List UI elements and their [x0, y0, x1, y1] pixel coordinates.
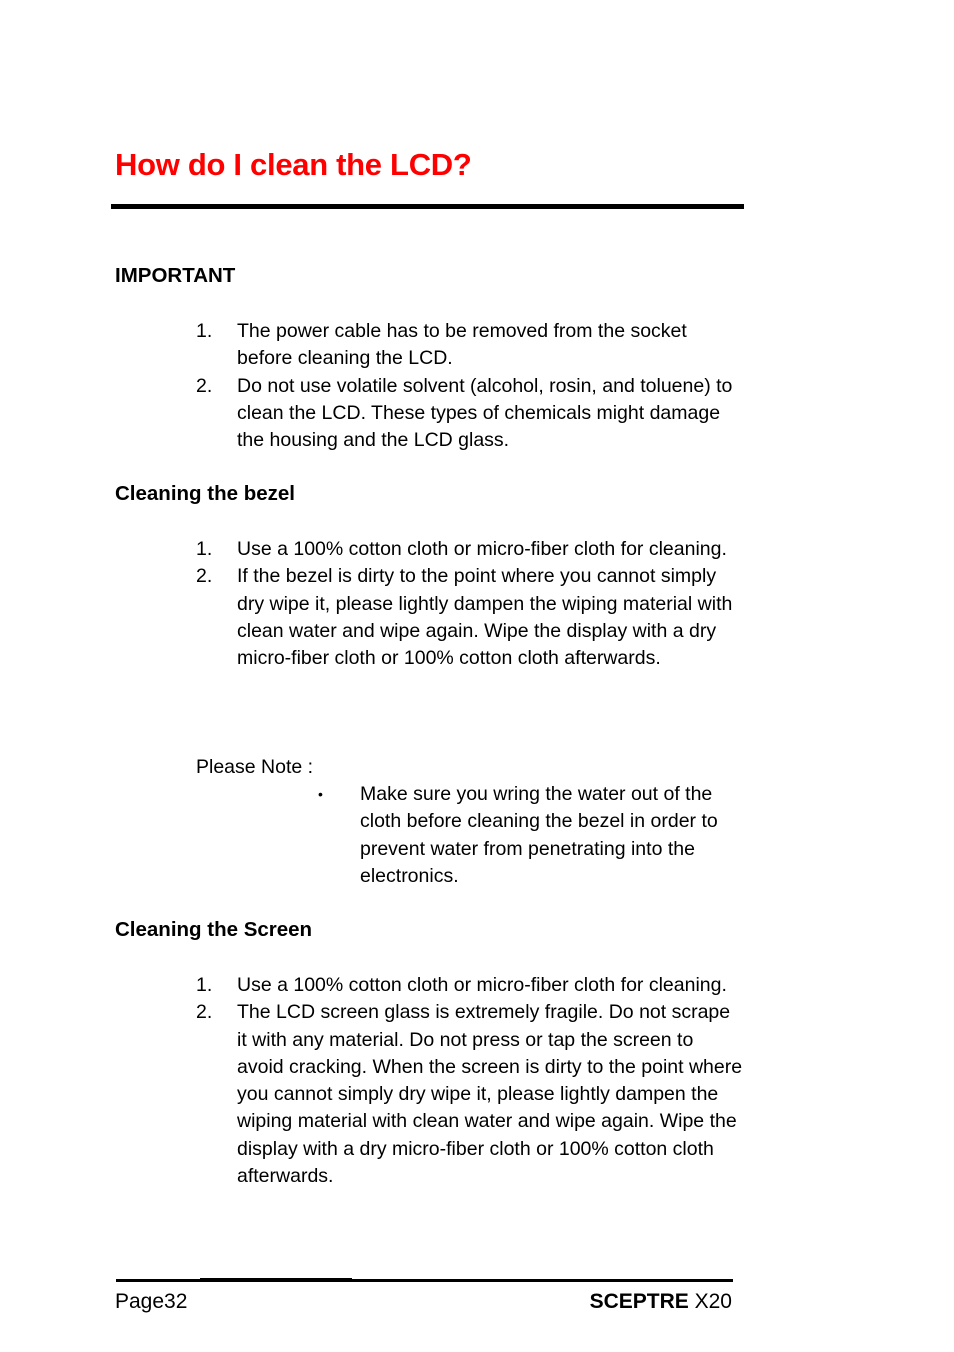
note-text: Make sure you wring the water out of the cloth before cleaning the bezel in order to prevent water from penetrating into the electronics.	[360, 783, 718, 887]
list-item-text: Use a 100% cotton cloth or micro-fiber cloth for cleaning.	[237, 538, 727, 560]
note-list	[318, 781, 743, 890]
list-item-text: Do not use volatile solvent (alcohol, rosin, and toluene) to clean the LCD. These types of chemicals might damage the housing and the LCD glass.	[237, 374, 733, 452]
important-list	[196, 318, 744, 454]
list-item-text: The LCD screen glass is extremely fragile. Do not scrape it with any material. Do not press or tap the screen to avoid cracking. When the screen is dirty to the point where you cannot simply dry wipe it, please lightly dampen the wiping material with clean water and wipe again. Wipe the display with a dry micro-fiber cloth or 100% cotton cloth afterwards.	[237, 1001, 743, 1188]
list-item	[196, 999, 744, 1190]
bezel-list	[196, 536, 744, 672]
list-item-number: 2.	[196, 374, 213, 397]
screen-list	[196, 972, 744, 1190]
note-label: Please Note :	[196, 756, 314, 778]
list-item-number: 1.	[196, 538, 213, 560]
note-item	[318, 781, 743, 890]
page-number: Page32	[115, 1290, 188, 1313]
page-title: How do I clean the LCD?	[115, 147, 472, 182]
list-item-number: 1.	[196, 320, 213, 342]
footer-brand	[590, 1288, 732, 1316]
list-item	[196, 318, 744, 373]
list-item	[196, 373, 744, 455]
bezel-heading: Cleaning the bezel	[115, 482, 295, 505]
bullet-icon: •	[318, 786, 323, 802]
list-item-number: 1.	[196, 974, 213, 996]
title-divider	[111, 204, 744, 209]
list-item-number: 2.	[196, 565, 213, 588]
list-item-text: The power cable has to be removed from the socket before cleaning the LCD.	[237, 320, 687, 370]
list-item	[196, 972, 744, 999]
screen-heading: Cleaning the Screen	[115, 918, 313, 941]
list-item	[196, 563, 744, 672]
list-item-text: Use a 100% cotton cloth or micro-fiber cloth for cleaning.	[237, 974, 727, 996]
list-item-number: 2.	[196, 1001, 213, 1024]
list-item	[196, 536, 744, 563]
important-heading: IMPORTANT	[115, 264, 236, 287]
model-name: X20	[694, 1290, 732, 1313]
list-item-text: If the bezel is dirty to the point where you cannot simply dry wipe it, please lightly dampen the wiping material with clean water and wipe again. Wipe the display with a dry micro-fiber cloth or 100% cotton cloth afterwards.	[237, 565, 733, 670]
brand-name: SCEPTRE	[589, 1290, 689, 1313]
footer-divider	[116, 1279, 733, 1282]
